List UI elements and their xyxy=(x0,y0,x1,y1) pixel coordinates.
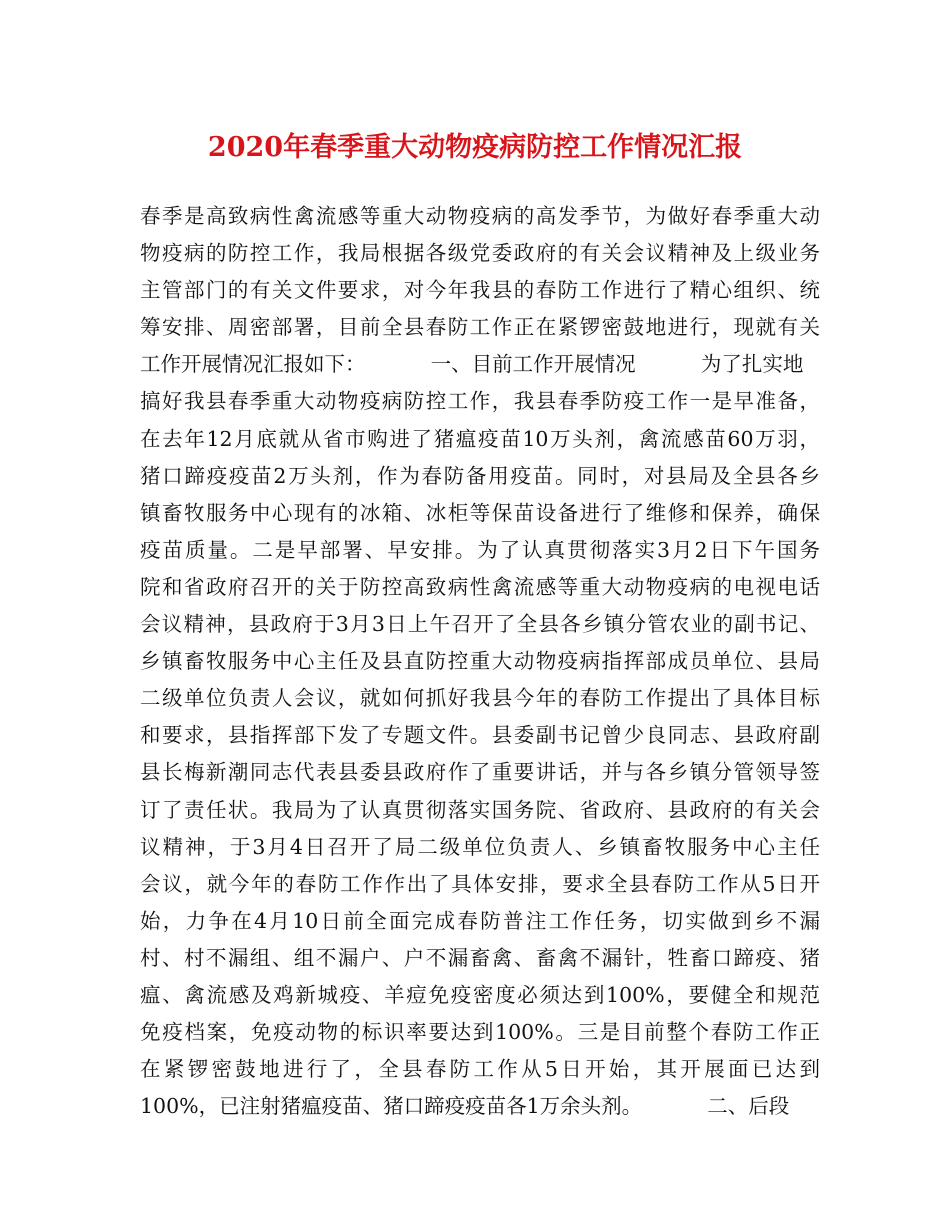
body-line: 100%，已注射猪瘟疫苗、猪口蹄疫疫苗各1万余头剂。 二、后段 xyxy=(140,1094,790,1119)
body-line: 村、村不漏组、组不漏户、户不漏畜禽、畜禽不漏针，牲畜口蹄疫、猪 xyxy=(140,945,820,970)
body-line: 搞好我县春季重大动物疫病防控工作，我县春季防疫工作一是早准备， xyxy=(140,389,820,414)
body-line: 会议，就今年的春防工作作出了具体安排，要求全县春防工作从5日开 xyxy=(140,871,820,896)
document-title: 2020年春季重大动物疫病防控工作情况汇报 xyxy=(207,132,743,163)
body-line: 二级单位负责人会议，就如何抓好我县今年的春防工作提出了具体目标 xyxy=(140,686,820,711)
body-line: 工作开展情况汇报如下： 一、目前工作开展情况 为了扎实地 xyxy=(140,352,804,377)
body-line: 疫苗质量。二是早部署、早安排。为了认真贯彻落实3月2日下午国务 xyxy=(140,537,820,562)
body-line: 在去年12月底就从省市购进了猪瘟疫苗10万头剂，禽流感苗60万羽， xyxy=(140,426,820,451)
body-line: 在紧锣密鼓地进行了，全县春防工作从5日开始，其开展面已达到 xyxy=(140,1057,820,1082)
body-line: 乡镇畜牧服务中心主任及县直防控重大动物疫病指挥部成员单位、县局 xyxy=(140,649,820,674)
body-line: 会议精神，县政府于3月3日上午召开了全县各乡镇分管农业的副书记、 xyxy=(140,612,820,637)
document-body xyxy=(140,198,820,1125)
body-line: 免疫档案，免疫动物的标识率要达到100%。三是目前整个春防工作正 xyxy=(140,1020,820,1045)
body-line: 瘟、禽流感及鸡新城疫、羊痘免疫密度必须达到100%，要健全和规范 xyxy=(140,982,820,1007)
body-line: 县长梅新潮同志代表县委县政府作了重要讲话，并与各乡镇分管领导签 xyxy=(140,760,820,785)
body-line: 院和省政府召开的关于防控高致病性禽流感等重大动物疫病的电视电话 xyxy=(140,574,820,599)
body-line: 镇畜牧服务中心现有的冰箱、冰柜等保苗设备进行了维修和保养，确保 xyxy=(140,500,820,525)
body-line: 和要求，县指挥部下发了专题文件。县委副书记曾少良同志、县政府副 xyxy=(140,723,820,748)
body-line: 订了责任状。我局为了认真贯彻落实国务院、省政府、县政府的有关会 xyxy=(140,797,820,822)
body-line: 议精神，于3月4日召开了局二级单位负责人、乡镇畜牧服务中心主任 xyxy=(140,834,820,859)
body-line: 猪口蹄疫疫苗2万头剂，作为春防备用疫苗。同时，对县局及全县各乡 xyxy=(140,463,820,488)
body-line: 物疫病的防控工作，我局根据各级党委政府的有关会议精神及上级业务 xyxy=(140,241,820,266)
body-line: 主管部门的有关文件要求，对今年我县的春防工作进行了精心组织、统 xyxy=(140,278,820,303)
body-line: 春季是高致病性禽流感等重大动物疫病的高发季节，为做好春季重大动 xyxy=(140,204,820,228)
body-line: 筹安排、周密部署，目前全县春防工作正在紧锣密鼓地进行，现就有关 xyxy=(140,315,820,340)
body-line: 始，力争在4月10日前全面完成春防普注工作任务，切实做到乡不漏 xyxy=(140,908,820,933)
